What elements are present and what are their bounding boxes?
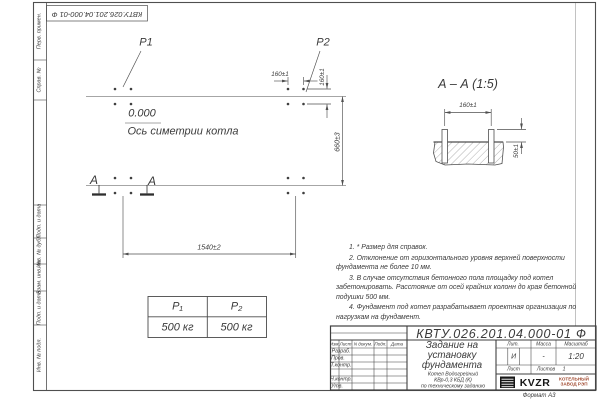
doc-title-line-3: фундамента [421,360,483,372]
tb-row-nkontr: Н.контр. [330,375,352,382]
tb-col-data: Дата [390,341,404,347]
tb-col-dokum: N докум. [353,341,373,347]
title-block-designation: КВТУ.026.201.04.000-01 Ф [416,326,587,341]
format-label: Формат А3 [522,392,556,399]
tb-row-utv: Утв. [331,382,343,389]
load-table-value-p1: 500 кг [161,321,194,333]
tb-col-izm: Изм. [329,341,340,347]
margin-field-inv-podl: Инв. № подл. [36,337,43,373]
doc-title-line-2: установку [427,350,477,362]
tb-mass-value: - [542,353,545,360]
tb-sheet-label: Лист [507,366,520,372]
tb-lit-label: Лит. [507,341,519,347]
kvzr-logo-icon [500,377,515,389]
margin-field-podp-data-2: Подп. и дата [36,290,43,326]
product-line-2: КВр-0,3 КБД (К) [434,376,472,383]
technical-notes [336,243,582,323]
kvzr-logo-text: KVZR [519,376,551,389]
tb-scale-value: 1:20 [568,351,584,361]
plan-load-label-p2: P2 [316,36,330,49]
plan-load-label-p1: P1 [139,36,153,49]
margin-field-sprav-no: Справ. № [36,67,43,93]
tb-lit-value: И [511,353,517,360]
load-table-value-p2: 500 кг [220,321,253,333]
margin-field-inv-dubl: Инв. № дубл. [36,234,43,268]
plan-dim-width: 1540±2 [197,244,221,252]
plan-elevation-mark: 0.000 [128,107,156,120]
anchor-bolts [114,88,305,195]
tb-sheets-label: Листов [536,366,556,372]
load-table-header-p1: Р₁ [172,300,183,313]
section-cut-marks [92,185,154,195]
plan-dim-bolt-v: 160±1 [318,68,326,86]
note-4: 4. Фундамент под котел разрабатывает проектная организация по нагрузкам на фундамент. [336,304,577,321]
section-letter-a2: А [147,174,157,188]
section-dim-protrusion: 50±1 [512,144,520,158]
tb-col-podp: Подп. [374,341,387,347]
note-1: 1. * Размер для справок. [349,244,428,251]
top-stamp-designation: КВТУ.026.201.04.000-01 Ф [51,9,143,19]
product-line-1: Котел Водогрейный [427,370,479,377]
p1-leader [123,51,141,87]
section-letter-a1: А [89,173,99,187]
tb-sheets-value: 1 [562,365,566,372]
tb-col-list: Лист [339,341,352,347]
load-table-header-p2: Р₂ [230,300,243,313]
tb-row-razrab: Разраб. [331,347,351,354]
note-3: 3. В случае отсутствия бетонного пола площадку под котел забетонировать. Расстояние от осей крайних колонн до края бетонной подушки 500 мм. [336,274,577,301]
margin-field-podp-data-1: Подп. и дата [36,203,43,239]
section-title: А – А (1:5) [438,76,498,91]
plan-view [86,51,346,258]
org-name-line-2: ЗАВОД РЭП [560,381,588,387]
margin-field-vzam-inv: Взам. инв. № [36,259,43,295]
anchor-bolt-left [442,130,448,164]
note-2: 2. Отклонение от горизонтального уровня верхней поверхности фундамента не более 10 мм. [336,254,565,272]
anchor-bolt-right [489,130,495,164]
tb-mass-label: Масса [536,341,551,347]
plan-dim-bolt-h: 160±1 [271,70,289,78]
section-dim-spacing: 160±1 [459,101,477,109]
product-line-3: по техническому заданию [420,382,486,389]
tb-scale-label: Масштаб [564,341,588,347]
margin-field-perv-primen: Перв. примен. [36,12,43,50]
tb-row-prov: Пров. [331,354,345,361]
doc-title-line-1: Задание на [425,340,479,352]
section-dim-160 [445,109,492,126]
tb-row-tkontr: Т.контр. [330,361,352,368]
plan-axis-label: Ось симетрии котла [127,125,239,138]
plan-dim-height: 660±3 [334,132,342,152]
org-name-line-1: КОТЕЛЬНЫЙ [559,376,589,382]
